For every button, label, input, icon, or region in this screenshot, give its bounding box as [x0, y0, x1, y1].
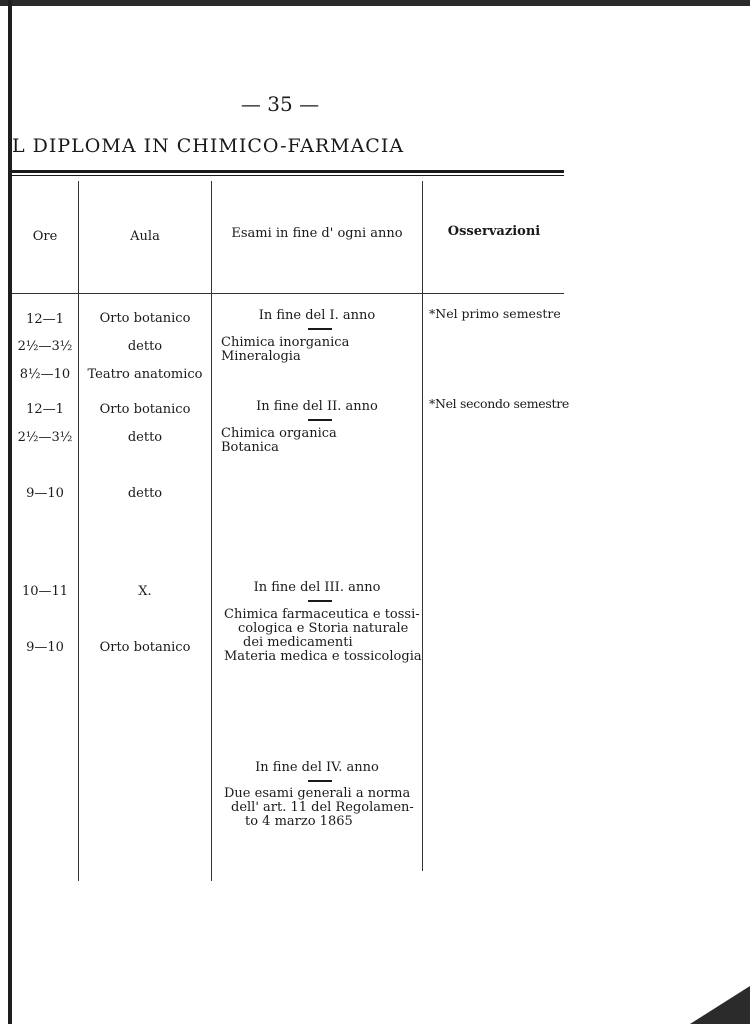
row-ore: 10—11 [21, 584, 69, 599]
header-esami: Esami in fine d' ogni anno [231, 226, 403, 241]
row-ore: 12—1 [26, 312, 64, 327]
row-aula: X. [138, 584, 152, 599]
page-curl-corner [690, 974, 750, 1024]
row-ore: 2½—3½ [17, 339, 73, 354]
row-ore: 2½—3½ [17, 430, 73, 445]
column-divider [211, 181, 212, 881]
row-aula: detto [127, 486, 163, 501]
header-osservazioni: Osservazioni [447, 224, 541, 239]
separator-dash [308, 780, 332, 782]
observation-note: *Nel primo semestre [429, 306, 561, 321]
exam-line: Chimica inorganica [221, 335, 350, 350]
exam-line: to 4 marzo 1865 [245, 814, 353, 829]
exam-line: Due esami generali a norma [224, 786, 411, 801]
header-ore: Ore [32, 229, 58, 244]
exam-line: Botanica [221, 440, 279, 455]
column-divider [78, 181, 79, 881]
row-ore: 12—1 [26, 402, 64, 417]
observation-note: *Nel secondo semestre [429, 396, 570, 411]
separator-dash [308, 328, 332, 330]
exam-heading: In fine del III. anno [253, 580, 381, 595]
exam-line: dell' art. 11 del Regolamen- [231, 800, 414, 815]
header-rule [12, 293, 564, 294]
exam-heading: In fine del IV. anno [255, 760, 379, 775]
scan-top-edge [0, 0, 750, 6]
exam-line: Chimica organica [221, 426, 337, 441]
row-ore: 8½—10 [19, 367, 71, 382]
row-aula: Orto botanico [99, 402, 191, 417]
row-ore: 9—10 [26, 640, 64, 655]
row-aula: Orto botanico [99, 640, 191, 655]
row-ore: 9—10 [26, 486, 64, 501]
separator-dash [308, 419, 332, 421]
page-number: — 35 — [240, 92, 320, 116]
exam-line: cologica e Storia naturale [238, 621, 409, 636]
exam-line: Chimica farmaceutica e tossi- [224, 607, 420, 622]
exam-heading: In fine del I. anno [258, 308, 376, 323]
table-top-rule [12, 170, 564, 173]
exam-heading: In fine del II. anno [256, 399, 378, 414]
page-title: L DIPLOMA IN CHIMICO-FARMACIA [12, 135, 405, 157]
header-aula: Aula [130, 229, 160, 244]
row-aula: Teatro anatomico [87, 367, 203, 382]
exam-line: Materia medica e tossicologia [224, 649, 422, 664]
exam-line: dei medicamenti [243, 635, 353, 650]
separator-dash [308, 600, 332, 602]
exam-line: Mineralogia [221, 349, 301, 364]
column-divider [422, 181, 423, 871]
row-aula: detto [127, 430, 163, 445]
table-top-rule-thin [12, 175, 564, 176]
row-aula: detto [127, 339, 163, 354]
row-aula: Orto botanico [99, 311, 191, 326]
